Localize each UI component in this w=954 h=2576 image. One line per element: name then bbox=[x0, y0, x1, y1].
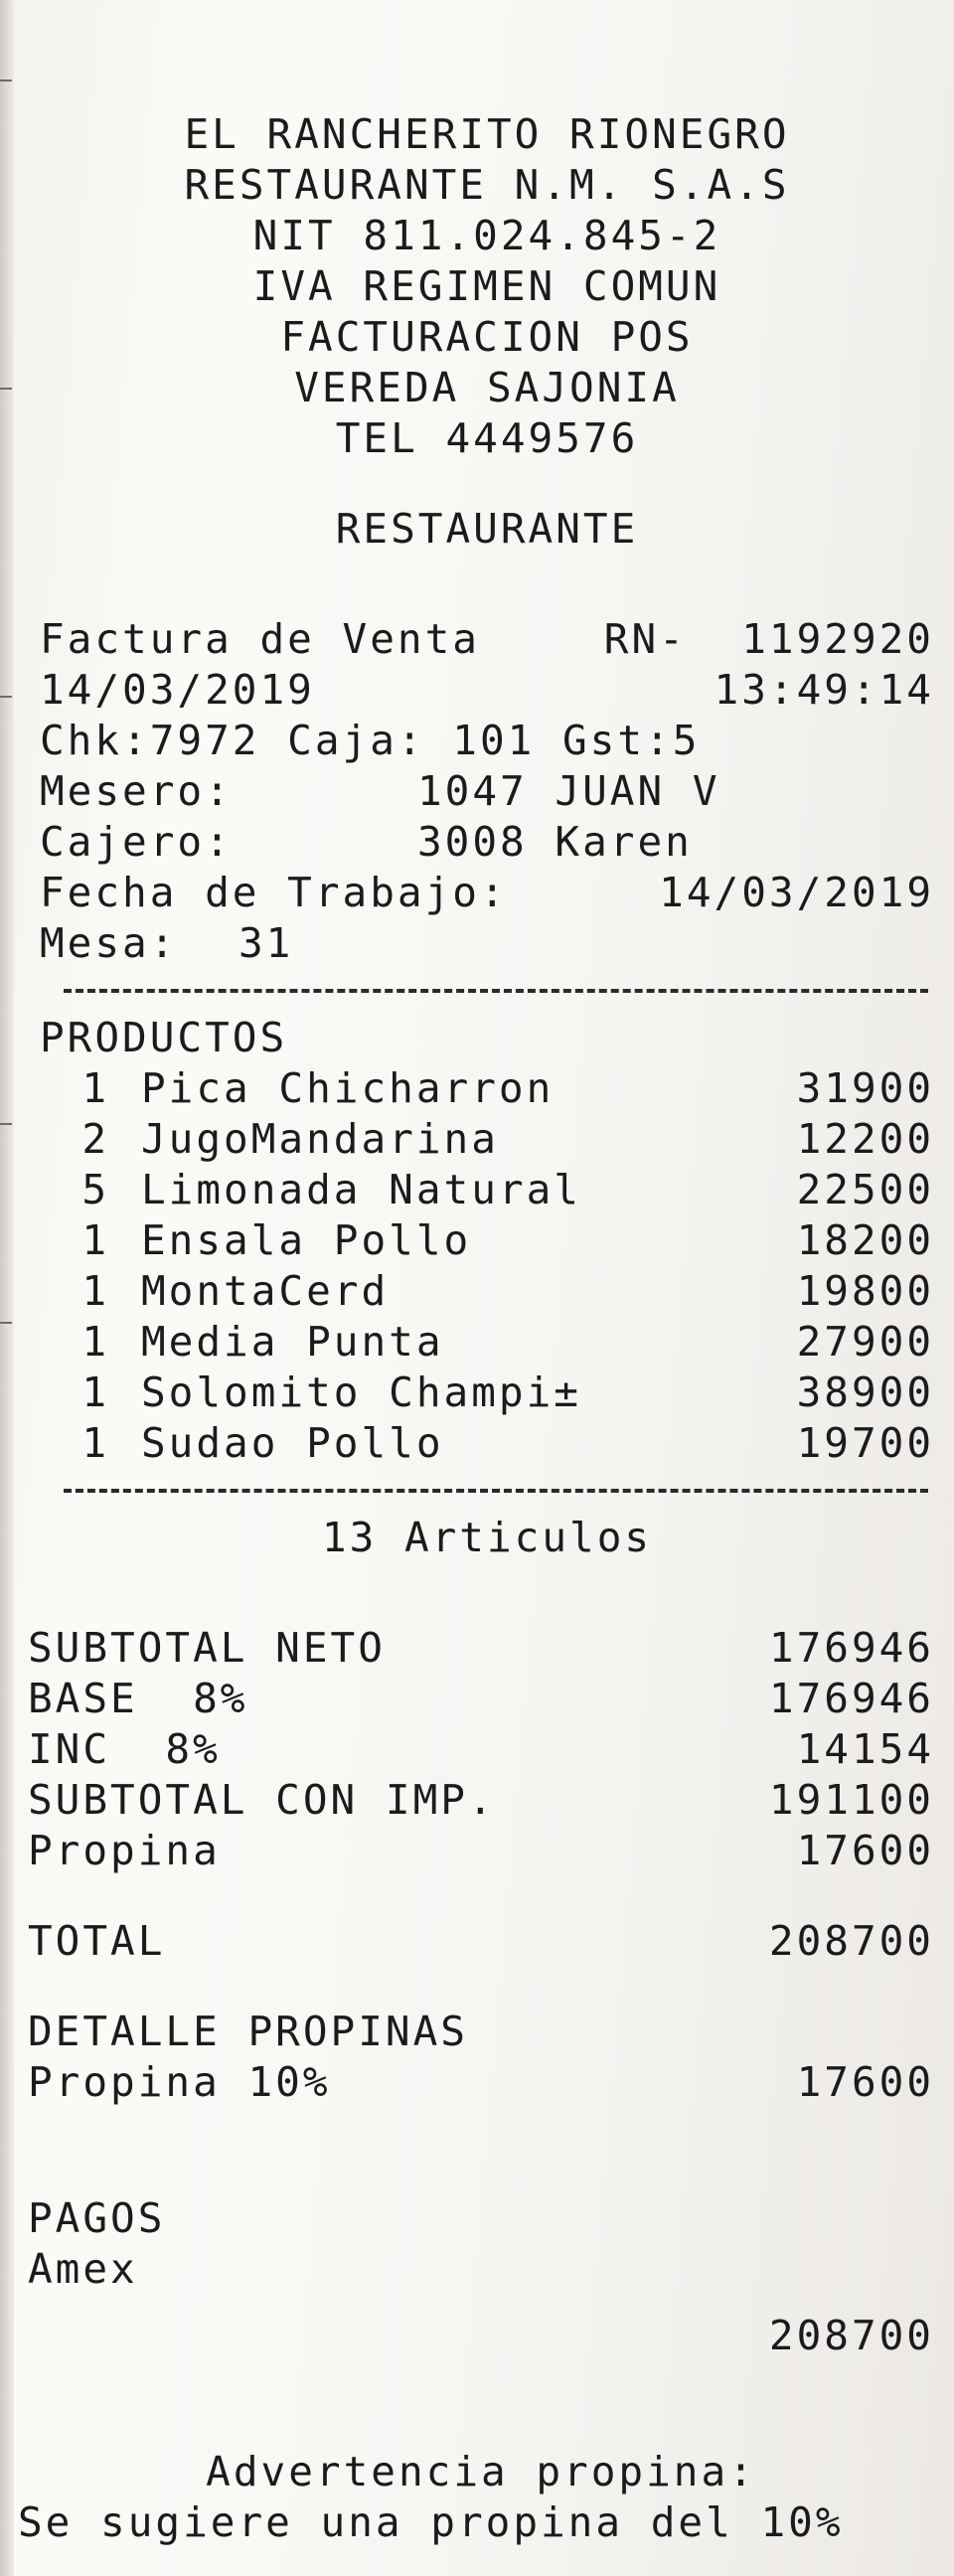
product-row bbox=[40, 1215, 934, 1266]
base-row bbox=[28, 1674, 934, 1724]
divider bbox=[64, 989, 928, 993]
tax-regime: IVA REGIMEN COMUN bbox=[252, 262, 721, 310]
invoice-number-row bbox=[40, 614, 934, 665]
edge-mark bbox=[0, 388, 12, 390]
tips-row bbox=[28, 2057, 934, 2108]
product-qty: 1 bbox=[81, 1419, 109, 1467]
total-value: 208700 bbox=[768, 1917, 934, 1965]
store-header bbox=[40, 109, 934, 464]
product-row bbox=[40, 1114, 934, 1165]
product-qty: 5 bbox=[81, 1166, 109, 1213]
inc-row bbox=[28, 1724, 934, 1775]
subtotal-neto-label: SUBTOTAL NETO bbox=[28, 1624, 386, 1672]
product-qty: 1 bbox=[81, 1216, 109, 1264]
payment-amount: 208700 bbox=[768, 2312, 934, 2359]
invoice-date: 14/03/2019 bbox=[40, 666, 315, 714]
payment-amount-row bbox=[28, 2311, 934, 2361]
phone: TEL 4449576 bbox=[335, 414, 639, 462]
mesero-row bbox=[40, 766, 934, 817]
edge-mark bbox=[0, 1322, 12, 1324]
nit: NIT 811.024.845-2 bbox=[252, 212, 721, 259]
edge-mark bbox=[0, 1123, 12, 1125]
cajero-row bbox=[40, 817, 934, 868]
paper-left-edge bbox=[0, 0, 14, 2576]
product-name: Solomito Champi± bbox=[141, 1368, 581, 1416]
subtotal-neto-row bbox=[28, 1623, 934, 1674]
table-row bbox=[40, 918, 934, 969]
product-amount: 19700 bbox=[796, 1419, 934, 1467]
product-amount: 12200 bbox=[796, 1115, 934, 1163]
product-name: JugoMandarina bbox=[141, 1115, 499, 1163]
product-row bbox=[40, 1368, 934, 1418]
mesero-label: Mesero: bbox=[40, 767, 233, 815]
totals-block bbox=[18, 1623, 934, 2548]
invoice-number: 1192920 bbox=[741, 615, 934, 663]
section-title: RESTAURANTE bbox=[335, 505, 639, 553]
product-qty: 1 bbox=[81, 1267, 109, 1315]
payment-method: Amex bbox=[28, 2245, 138, 2293]
inc-value: 14154 bbox=[796, 1725, 934, 1773]
payments-heading: PAGOS bbox=[28, 2194, 166, 2242]
cajero-label: Cajero: bbox=[40, 818, 233, 866]
product-amount: 27900 bbox=[796, 1318, 934, 1366]
product-name: Ensala Pollo bbox=[141, 1216, 472, 1264]
invoice-prefix: RN- bbox=[603, 615, 687, 663]
company-name: RESTAURANTE N.M. S.A.S bbox=[184, 161, 790, 209]
subtotal-neto-value: 176946 bbox=[768, 1624, 934, 1672]
total-row bbox=[28, 1916, 934, 1967]
divider bbox=[64, 1489, 928, 1493]
product-qty: 1 bbox=[81, 1318, 109, 1366]
store-name: EL RANCHERITO RIONEGRO bbox=[184, 110, 790, 158]
work-date-row bbox=[40, 868, 934, 918]
inc-label: INC 8% bbox=[28, 1725, 221, 1773]
tips-heading: DETALLE PROPINAS bbox=[28, 2008, 468, 2055]
product-name: Media Punta bbox=[141, 1318, 444, 1366]
tips-label: Propina 10% bbox=[28, 2058, 331, 2106]
edge-mark bbox=[0, 696, 12, 698]
edge-mark bbox=[0, 80, 12, 81]
product-name: Pica Chicharron bbox=[141, 1064, 555, 1112]
work-date-label: Fecha de Trabajo: bbox=[40, 869, 508, 916]
product-qty: 1 bbox=[81, 1368, 109, 1416]
product-amount: 38900 bbox=[796, 1368, 934, 1416]
product-qty: 2 bbox=[81, 1115, 109, 1163]
billing-type: FACTURACION POS bbox=[280, 313, 694, 361]
product-row bbox=[40, 1418, 934, 1469]
invoice-datetime-row bbox=[40, 665, 934, 716]
product-amount: 19800 bbox=[796, 1267, 934, 1315]
cajero-value: 3008 Karen bbox=[417, 818, 693, 866]
products-heading: PRODUCTOS bbox=[40, 1014, 288, 1061]
item-count: 13 Articulos bbox=[321, 1514, 653, 1561]
product-row bbox=[40, 1165, 934, 1215]
base-value: 176946 bbox=[768, 1675, 934, 1722]
total-label: TOTAL bbox=[28, 1917, 166, 1965]
invoice-label: Factura de Venta bbox=[40, 615, 480, 663]
product-amount: 31900 bbox=[796, 1064, 934, 1112]
product-name: Sudao Pollo bbox=[141, 1419, 444, 1467]
check-line: Chk:7972 Caja: 101 Gst:5 bbox=[40, 717, 701, 764]
product-qty: 1 bbox=[81, 1064, 109, 1112]
tips-value: 17600 bbox=[796, 2058, 934, 2106]
product-row bbox=[40, 1317, 934, 1368]
receipt-body bbox=[18, 109, 934, 2548]
product-amount: 22500 bbox=[796, 1166, 934, 1213]
product-row bbox=[40, 1266, 934, 1317]
subtotal-imp-value: 191100 bbox=[768, 1776, 934, 1824]
product-name: Limonada Natural bbox=[141, 1166, 581, 1213]
base-label: BASE 8% bbox=[28, 1675, 248, 1722]
subtotal-imp-label: SUBTOTAL CON IMP. bbox=[28, 1776, 496, 1824]
table-value: 31 bbox=[238, 919, 294, 967]
product-amount: 18200 bbox=[796, 1216, 934, 1264]
product-row bbox=[40, 1063, 934, 1114]
propina-value: 17600 bbox=[796, 1827, 934, 1874]
work-date-value: 14/03/2019 bbox=[659, 869, 934, 916]
subtotal-imp-row bbox=[28, 1775, 934, 1826]
tip-warning-title: Advertencia propina: bbox=[206, 2448, 756, 2496]
address: VEREDA SAJONIA bbox=[294, 364, 680, 411]
product-name: MontaCerd bbox=[141, 1267, 390, 1315]
propina-label: Propina bbox=[28, 1827, 221, 1874]
invoice-time: 13:49:14 bbox=[714, 666, 934, 714]
table-label: Mesa: bbox=[40, 919, 178, 967]
tip-warning-text: Se sugiere una propina del 10% bbox=[18, 2498, 844, 2546]
mesero-value: 1047 JUAN V bbox=[417, 767, 720, 815]
propina-row bbox=[28, 1826, 934, 1876]
